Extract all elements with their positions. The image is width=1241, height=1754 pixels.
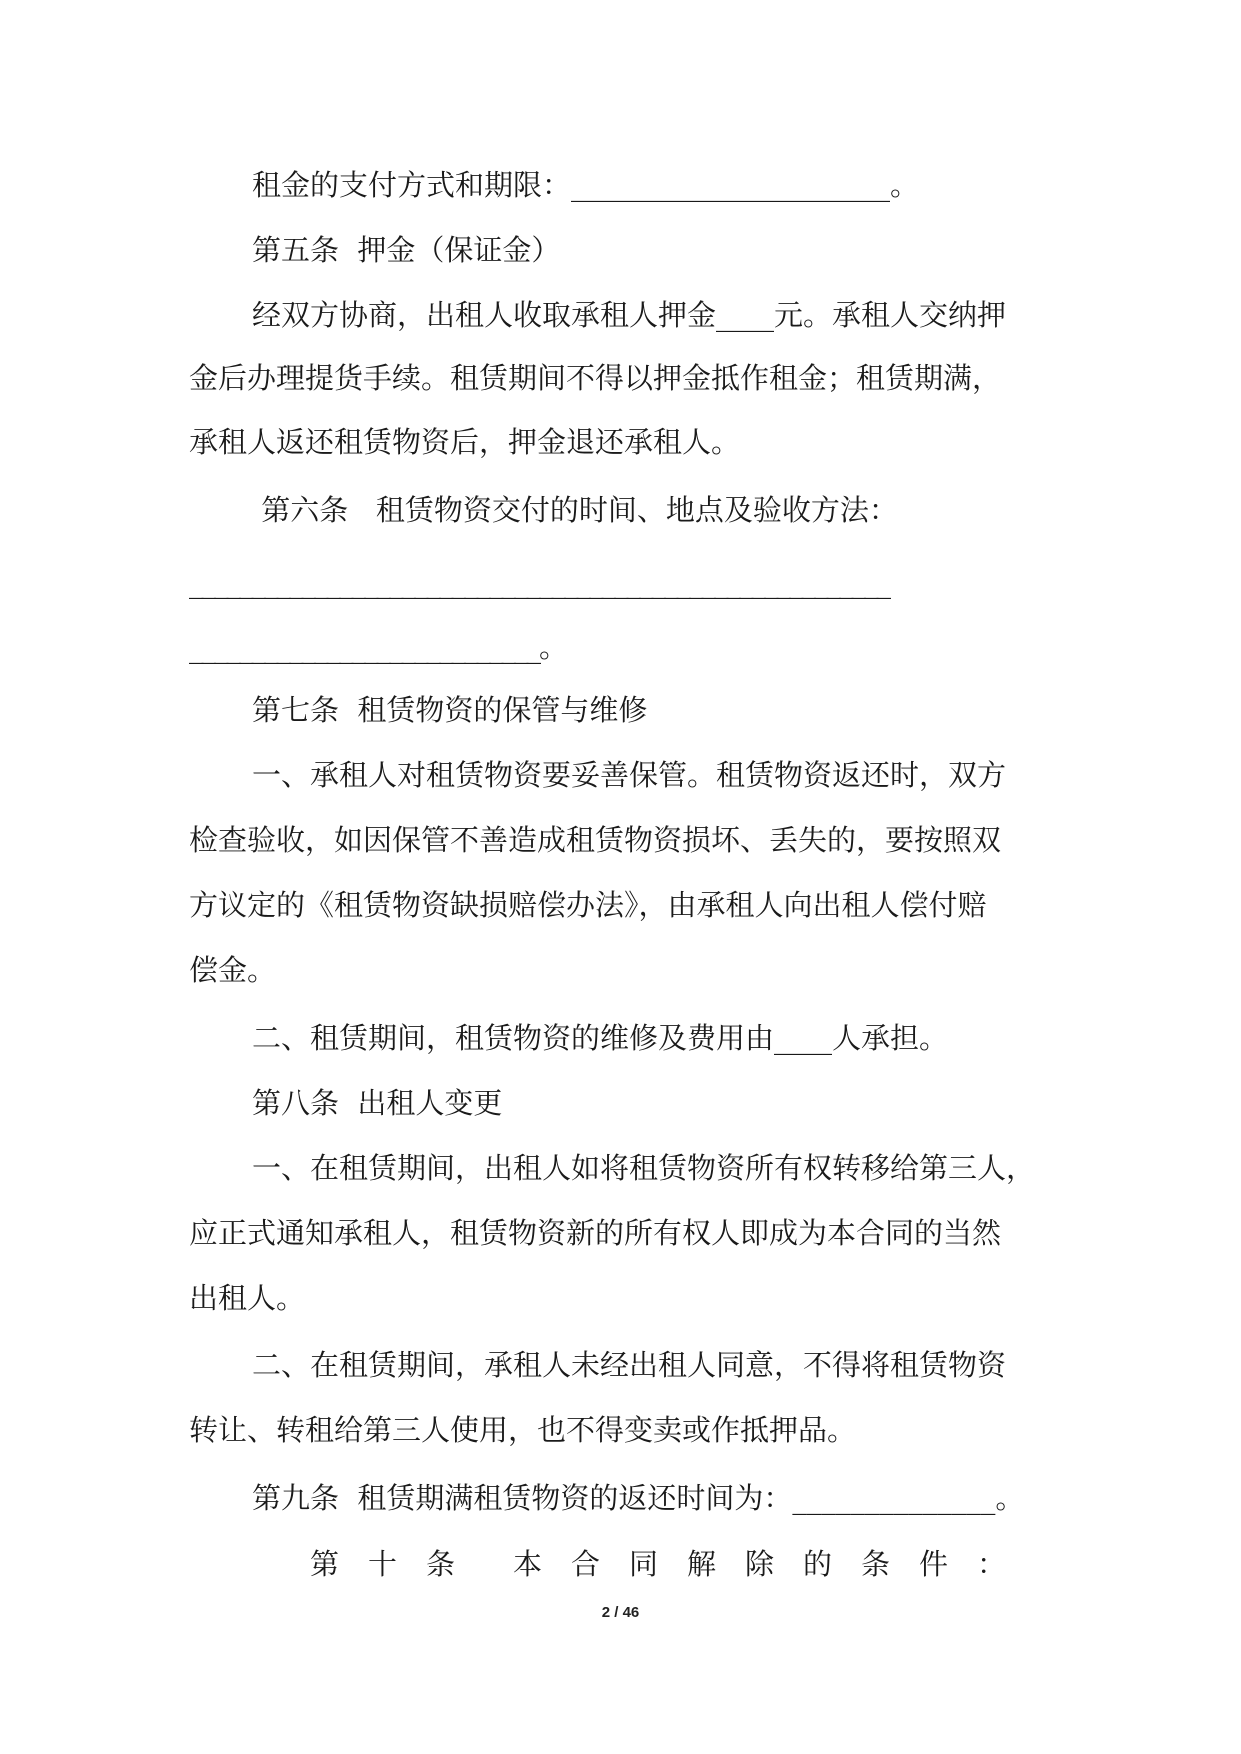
article-10-heading: 第 十 条 本 合 同 解 除 的 条 件 ： bbox=[310, 1547, 1007, 1581]
paragraph-line: 二、租赁期间，租赁物资的维修及费用由____人承担。 bbox=[252, 1021, 949, 1055]
article-6-heading: 第六条 租赁物资交付的时间、地点及验收方法： bbox=[252, 493, 898, 527]
paragraph-line: 一、在租赁期间，出租人如将租赁物资所有权转移给第三人， bbox=[252, 1151, 1036, 1185]
paragraph-line: 金后办理提货手续。租赁期间不得以押金抵作租金；租赁期满， bbox=[189, 361, 1002, 395]
article-8-heading: 第八条 出租人变更 bbox=[252, 1086, 503, 1120]
page-number: 2 / 46 bbox=[601, 1604, 640, 1621]
paragraph-line: 出租人。 bbox=[189, 1281, 306, 1315]
article-7-heading: 第七条 租赁物资的保管与维修 bbox=[252, 693, 648, 727]
paragraph-line: 检查验收，如因保管不善造成租赁物资损坏、丢失的，要按照双 bbox=[189, 823, 1002, 857]
payment-method-line: 租金的支付方式和期限：______________________。 bbox=[252, 168, 920, 202]
paragraph-line: 一、承租人对租赁物资要妥善保管。租赁物资返还时，双方 bbox=[252, 758, 1007, 792]
paragraph-line: 转让、转租给第三人使用，也不得变卖或作抵押品。 bbox=[189, 1413, 857, 1447]
paragraph-line: 应正式通知承租人，租赁物资新的所有权人即成为本合同的当然 bbox=[189, 1216, 1002, 1250]
article-5-heading: 第五条 押金（保证金） bbox=[252, 233, 561, 267]
paragraph-line: 经双方协商，出租人收取承租人押金____元。承租人交纳押 bbox=[252, 298, 1007, 332]
blank-line: ________________________________________________________ bbox=[189, 565, 889, 599]
paragraph-line: 二、在租赁期间，承租人未经出租人同意，不得将租赁物资 bbox=[252, 1348, 1007, 1382]
paragraph-line: 方议定的《租赁物资缺损赔偿办法》，由承租人向出租人偿付赔 bbox=[189, 888, 987, 922]
article-9-line: 第九条 租赁期满租赁物资的返还时间为：______________。 bbox=[252, 1481, 1025, 1515]
paragraph-line: 承租人返还租赁物资后，押金退还承租人。 bbox=[189, 425, 741, 459]
blank-line: ____________________________。 bbox=[189, 630, 567, 664]
paragraph-line: 偿金。 bbox=[189, 953, 277, 987]
